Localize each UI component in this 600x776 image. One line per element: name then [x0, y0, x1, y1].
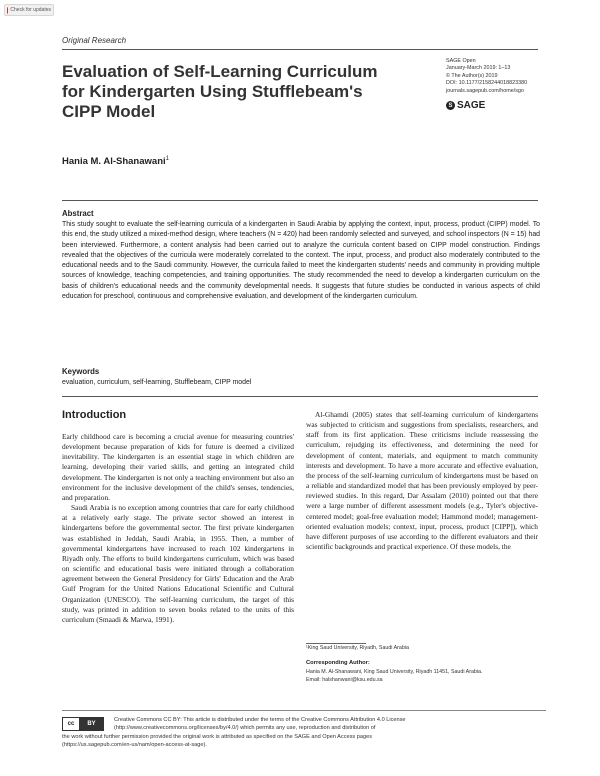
corresponding-author-address: Hania M. Al-Shanawani, King Saud University, Riyadh 11451, Saudi Arabia.: [306, 669, 483, 675]
license-line-1: Creative Commons CC BY: This article is distributed under the terms of the Creative Commons Attribution 4.0 License: [114, 717, 406, 723]
corresponding-author-details: [306, 669, 538, 684]
journal-issue: January-March 2019: 1–13: [446, 65, 511, 72]
corresponding-author-email[interactable]: Email: halshanwani@ksu.edu.sa: [306, 676, 383, 683]
keywords-text: evaluation, curriculum, self-learning, Stufflebeam, CIPP model: [62, 379, 252, 386]
sage-logo-text: SAGE: [457, 100, 486, 111]
abstract-rule: [62, 200, 538, 201]
intro-paragraph-1: Early childhood care is becoming a crucial avenue for measuring countries' development because preparation of kids for future is deemed a civilized inevitability. The kindergarten is an essential stage in which children are learning, developing their varied skills, and getting an integrated child development. The kindergarten is not only a teaching environment but also an environment for the inclusive development of the child's senses, tendencies, and preparation.: [62, 432, 294, 502]
journal-doi[interactable]: DOI: 10.1177/2158244018823380: [446, 80, 528, 87]
footnote-rule: [306, 643, 366, 644]
abstract-heading: Abstract: [62, 209, 94, 218]
intro-paragraph-2: Saudi Arabia is no exception among countries that care for early childhood at a relatively early stage. The private sector showed an interest in kindergartens before the governmental sector. The first private kindergarten was established in Jeddah, Saudi Arabia, in 1955. Then, a number of governmental kindergartens have increased to reach 102 kindergartens in Riyadh only. The efforts to build kindergartens curriculum, which was based on scientific and educational basis were initiated through a collaboration agreement between the General Presidency for Girls' Education and the Arab Gulf Program for the United Nations Educational Scientific and Cultural Organization (UNESCO). The self-learning curriculum, the target of this study, was printed in addition to seven books related to the units of this curriculum (Smaadi & Marwa, 1991).: [62, 503, 294, 624]
check-updates-label: Check for updates: [10, 7, 51, 13]
author-name: [62, 156, 169, 167]
article-title: Evaluation of Self-Learning Curriculum for Kindergarten Using Stufflebeam's CIPP Model: [62, 62, 378, 121]
cc-by-badge: [62, 717, 104, 731]
intro-left-column: [62, 432, 294, 625]
check-updates-icon: [7, 7, 8, 14]
author-name-text: Hania M. Al-Shanawani: [62, 156, 166, 168]
journal-name: SAGE Open: [446, 58, 476, 64]
license-line-2[interactable]: (http://www.creativecommons.org/licenses/by/4.0/) which permits any use, reproduction and distribution of: [114, 725, 376, 732]
journal-meta: [446, 58, 556, 95]
corresponding-author-heading: Corresponding Author:: [306, 660, 370, 666]
intro-right-column: Al-Ghamdi (2005) states that self-learning curriculum of kindergartens was subjected to criticism and suggestions from specialists, researchers, and staff from its first application. These criticisms include reassessing the curriculum, rejudging its effectiveness, and determining the need for development of content, materials, and equipment to match community interests and development. To have a more accurate and effective evaluation, the process of the self-learning curriculum of kindergartens must be based on a reliable and standardized model that has been previously employed by peer-reviewed studies. In this regard, Dar Assalam (2010) pointed out that there were a large number of different assessment models (e.g., Tyler's objective-centered model; goal-free evaluation model; Hammond model; management-oriented evaluation models; context, input, process, product [CIPP]), which have different purposes of use according to the different evaluators and their scientific backgrounds and practical experience. Of these models, the: [306, 410, 538, 552]
keywords-rule: [62, 396, 538, 397]
sage-logo: [446, 100, 485, 111]
license-text-bottom: [62, 733, 540, 750]
abstract-text: This study sought to evaluate the self-learning curricula of a kindergarten in Saudi Arabia by applying the context, input, process, product (CIPP) model. To this end, the study utilized a mixed-method design, where teachers (N = 420) had been randomly selected and surveyed, and school inspectors (N = 15) had been interviewed. Furthermore, a content analysis had been carried out to analyze the curricula content based on CIPP model construction. Findings revealed that the objectives of the curricula were moderately correlated to the context. The input, process, and product also moderately contributed to the educational needs and to the Saudi community. However, the curricula failed to meet the kindergarten students' needs and community in providing multiple sources of knowledge, teaching competencies, and training opportunities. The study recommended the need to develop a kindergarten curriculum on the basis of children's educational needs and the community developmental needs. It suggests that future studies be conducted in various aspects of child education for preschool, continuous and comprehensive evaluation, and development of the kindergarten curriculum.: [62, 221, 540, 301]
author-affil-mark: 1: [165, 156, 169, 162]
keywords-heading: Keywords: [62, 367, 100, 376]
by-icon: BY: [80, 718, 103, 730]
cc-icon: cc: [63, 718, 80, 730]
journal-url[interactable]: journals.sagepub.com/home/sgo: [446, 87, 524, 94]
license-line-3: the work without further permission provided the original work is attributed as specified on the SAGE and Open Access pages: [62, 734, 372, 740]
section-tag: Original Research: [62, 36, 127, 45]
license-text-top: [114, 716, 540, 733]
affiliation-footnote: ¹King Saud University, Riyadh, Saudi Arabia: [306, 645, 409, 651]
check-for-updates-badge[interactable]: [4, 4, 54, 16]
license-line-4[interactable]: (https://us.sagepub.com/en-us/nam/open-access-at-sage).: [62, 742, 207, 749]
journal-copyright: © The Author(s) 2019: [446, 72, 498, 79]
sage-logo-icon: S: [446, 101, 455, 110]
introduction-heading: Introduction: [62, 409, 127, 421]
header-rule: [62, 49, 538, 50]
